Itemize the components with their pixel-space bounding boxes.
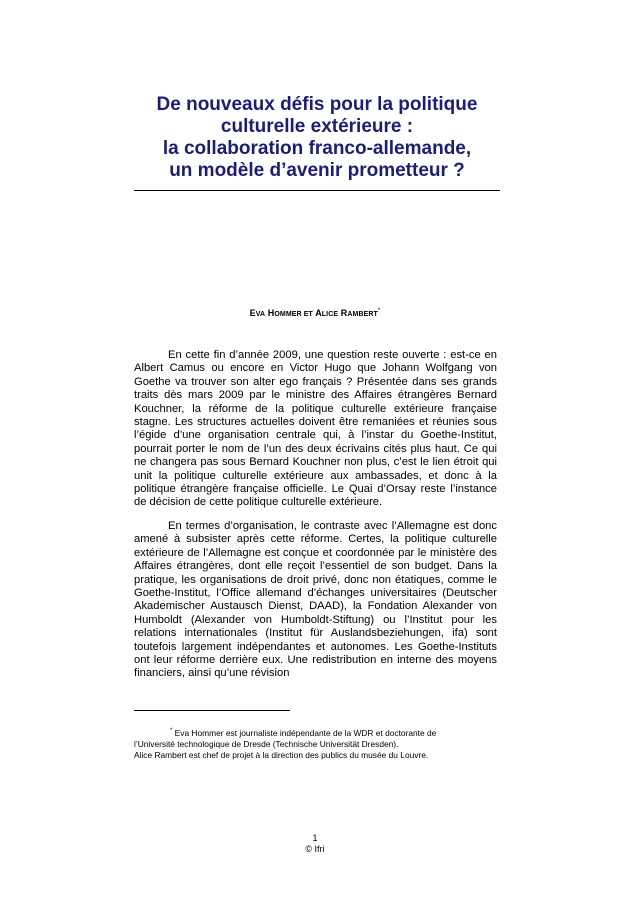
footnote-mark: * (170, 728, 173, 734)
author-line (0, 308, 630, 318)
article-title (134, 94, 500, 182)
title-line-3: la collaboration franco-allemande, (162, 138, 472, 159)
footnote-line-1 (134, 726, 497, 739)
author-2-surname-rest: AMBERT (347, 311, 378, 318)
paragraph-1: En cette fin d’année 2009, une question reste ouverte : est-ce en Albert Camus ou encore en Victor Hugo que Johann Wolfgang von Goethe va trouver son alter ego français ? Présentée dans ses grands traits dès mars 2009 par le ministre des Affaires étrangères Bernard Kouchner, la réforme de la politique culturelle extérieure française stagne. Les structures actuelles doivent être remaniées et réunies sous l’égide d’une organisation centrale qui, à l’instar du Goethe-Institut, pourrait porter le nom de l’un des deux écrivains cités plus haut. Ce qui ne changera pas sous Bernard Kouchner non plus, c’est le lien étroit qui unit la politique culturelle extérieure aux ambassades, et donc à la politique étrangère française officielle. Le Quai d’Orsay reste l’instance de décision de cette politique culturelle extérieure. (134, 349, 497, 509)
title-line-4: un modèle d’avenir prometteur ? (169, 160, 465, 181)
footnote-line-2: l’Université technologique de Dresde (Technische Universität Dresden). (134, 738, 399, 749)
author-1-initial: E (249, 308, 256, 318)
title-underline (134, 190, 500, 191)
author-2-initial: A (315, 308, 322, 318)
author-2-rest: LICE (321, 311, 339, 318)
copyright-notice: © Ifri (305, 844, 325, 854)
footnote-separator (134, 710, 290, 711)
article-body (134, 349, 497, 691)
author-1-surname-initial: H (267, 308, 275, 318)
author-1-surname-rest: OMMER ET (274, 311, 313, 318)
author-1-rest: VA (255, 311, 266, 318)
page-number: 1 (312, 833, 318, 843)
footnote-text-1: Eva Hommer est journaliste indépendante de la WDR et doctorante de (174, 727, 437, 738)
footnote-marker: * (377, 308, 381, 314)
footnotes (134, 726, 497, 761)
author-2-surname-initial: R (340, 308, 348, 318)
title-line-1: De nouveaux défis pour la politique (156, 94, 478, 115)
title-line-2: culturelle extérieure : (220, 116, 414, 137)
footnote-line-3: Alice Rambert est chef de projet à la direction des publics du musée du Louvre. (134, 749, 429, 760)
paragraph-2: En termes d’organisation, le contraste avec l’Allemagne est donc amené à subsister après cette réforme. Certes, la politique culturelle extérieure de l’Allemagne est conçue et coordonnée par le ministère des Affaires étrangères, dont elle reçoit l’essentiel de son budget. Dans la pratique, les organisations de droit privé, donc non étatiques, comme le Goethe-Institut, l’Office allemand d’échanges universitaires (Deutscher Akademischer Austausch Dienst, DAAD), la Fondation Alexander von Humboldt (Alexander von Humboldt-Stiftung) ou l’Institut pour les relations internationales (Institut für Auslandsbeziehungen, ifa) sont toutefois largement indépendantes et autonomes. Les Goethe-Instituts ont leur réforme derrière eux. Une redistribution en interne des moyens financiers, ainsi qu’une révision (134, 519, 497, 680)
